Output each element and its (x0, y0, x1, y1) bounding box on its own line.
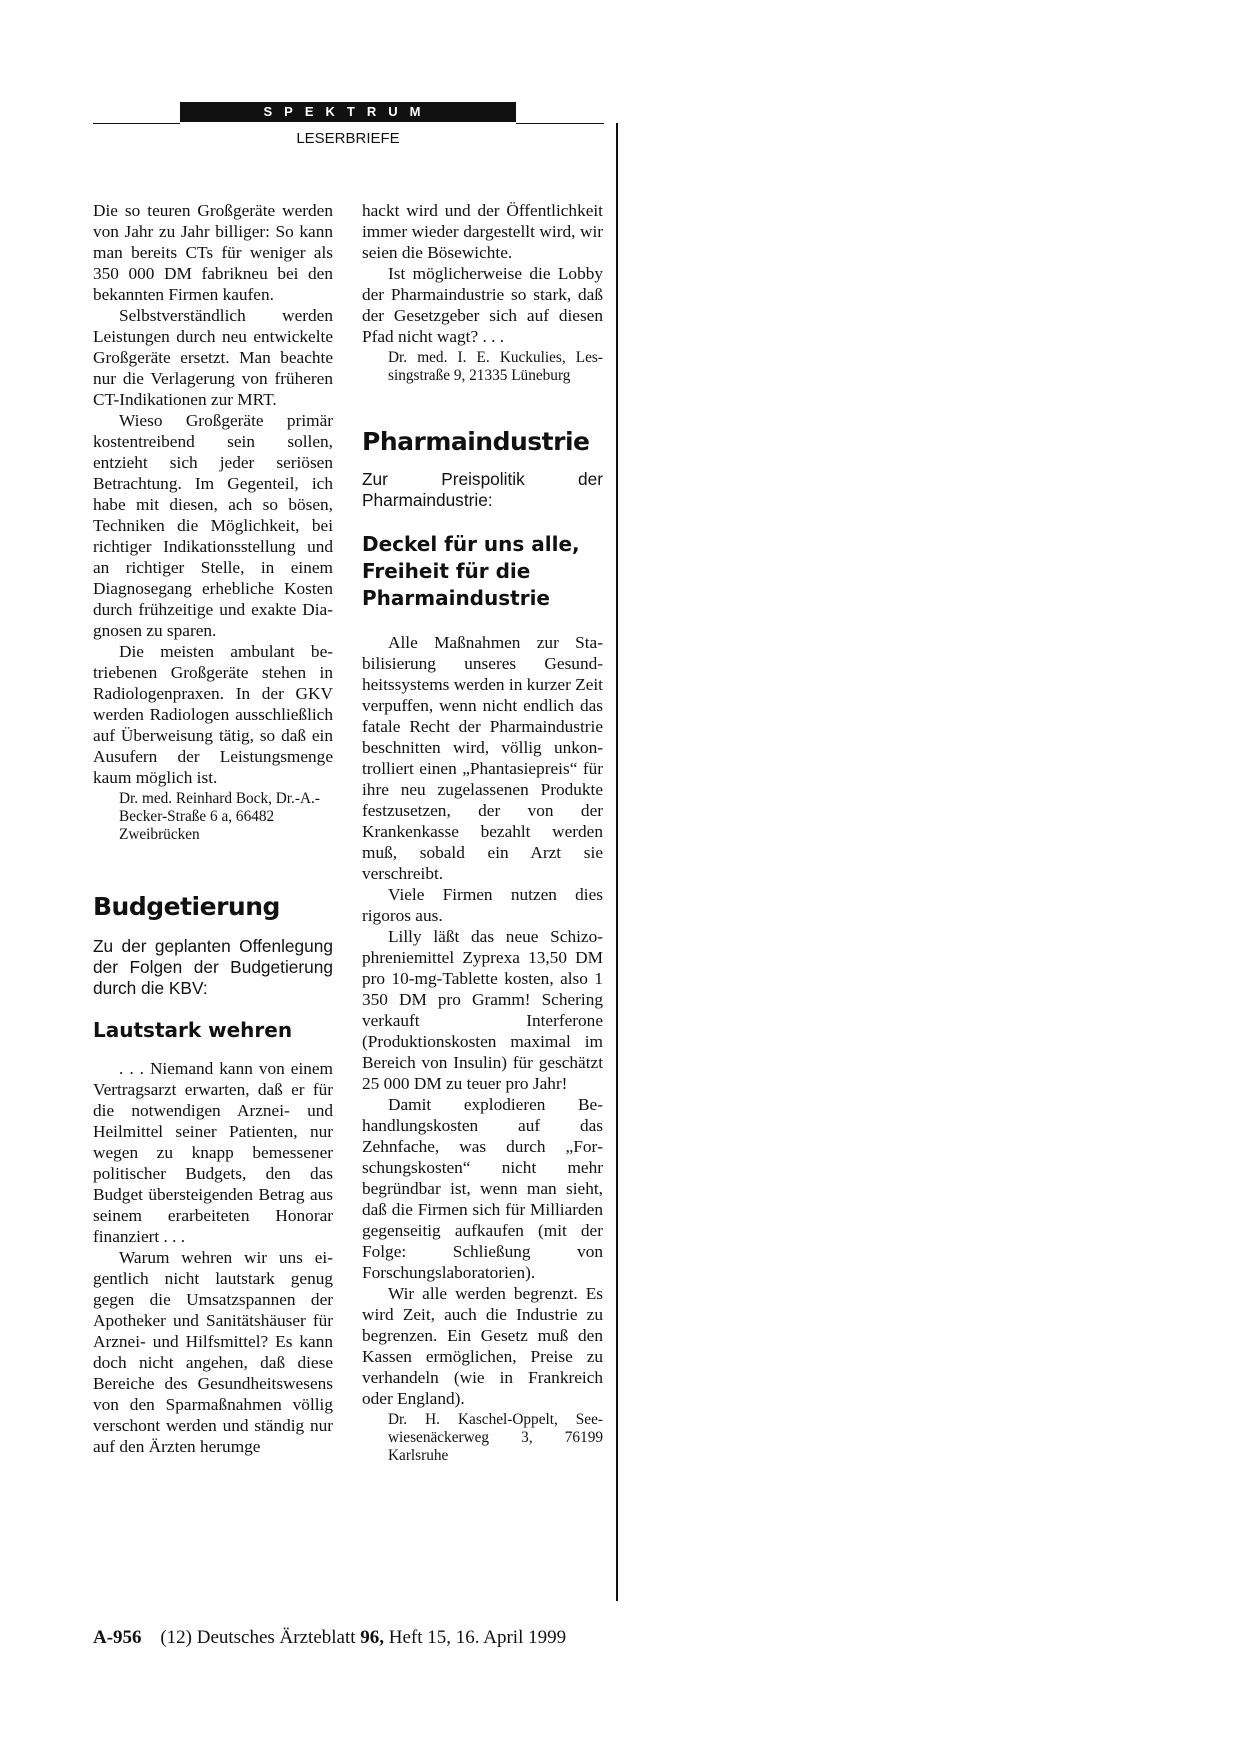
right-column (362, 200, 603, 1465)
letter-paragraph: Die so teuren Großgeräte werden von Jahr zu Jahr billiger: So kann man bereits CTs für weniger als 350 000 DM fabrikneu bei den bekannten Firmen kaufen. (93, 201, 333, 304)
letter-paragraph: Ist möglicherweise die Lobby der Pharmaindustrie so stark, daß der Gesetzgeber sich auf diesen Pfad nicht wagt? . . . (362, 264, 603, 346)
letter-signature: Dr. med. I. E. Kuckulies, Lessingstraße 9, 21335 Lüneburg (388, 349, 603, 384)
letter-signature: Dr. H. Kaschel-Oppelt, Seewiesenäckerweg 3, 76199 Karlsruhe (388, 1411, 603, 1464)
letter-paragraph: Damit explodieren Behandlungskosten auf das Zehnfache, was durch „Forschungskosten“ nicht mehr begründbar ist, wenn man sieht, daß die Firmen sich für Milliarden gegenseitig aufkaufen (mit der Folge: Schließung von Forschungslaboratorien). (362, 1095, 603, 1282)
journal-name: (12) Deutsches Ärzteblatt (160, 1627, 356, 1648)
issue-date: Heft 15, 16. April 1999 (388, 1627, 567, 1648)
letter-paragraph: Viele Firmen nutzen dies rigoros aus. (362, 885, 603, 925)
header-rule-right (516, 123, 604, 124)
column-divider (616, 123, 618, 1601)
topic-intro: Zu der geplanten Offenlegung der Folgen der Budgetierung durch die KBV: (93, 936, 333, 998)
letter-title: Deckel für uns alle, Freiheit für die Pharmaindustrie (362, 532, 580, 610)
topic-heading: Budgetierung (93, 892, 280, 921)
letter-paragraph: Wieso Großgeräte primär kostentreibend sein sollen, entzieht sich jeder seriösen Betrachtung. Im Gegenteil, ich habe mit diesen, ach so bösen, Techniken die Möglichkeit, bei richtiger Indikationsstellung und an richtiger Stelle, in einem Diagnosegang erhebliche Kosten durch frühzeitige und exakte Diagnosen zu sparen. (93, 411, 333, 640)
letter-paragraph: Warum wehren wir uns eigentlich nicht lautstark genug gegen die Umsatzspannen der Apotheker und Sanitätshäuser für Arznei- und Hilfsmittel? Es kann doch nicht angehen, daß diese Bereiche des Gesundheitswesens von den Sparmaßnahmen völlig verschont werden und ständig nur auf den Ärzten herumge (93, 1248, 333, 1456)
journal-volume: 96, (360, 1627, 385, 1648)
letter-paragraph: Selbstverständlich werden Leistungen durch neu entwickelte Großgeräte ersetzt. Man beachte nur die Verlagerung von früheren CT-Indikationen zur MRT. (93, 306, 333, 409)
letter-paragraph: Wir alle werden begrenzt. Es wird Zeit, auch die Industrie zu begrenzen. Ein Gesetz muß den Kassen ermöglichen, Preise zu verhandeln (wie in Frankreich oder England). (362, 1284, 603, 1408)
topic-intro: Zur Preispolitik der Pharmaindustrie: (362, 469, 603, 510)
letter-signature: Dr. med. Reinhard Bock, Dr.-A.-Becker-Straße 6 a, 66482 Zweibrücken (119, 790, 320, 843)
letter-title: Lautstark wehren (93, 1018, 293, 1042)
header-rule-left (93, 123, 180, 124)
letter-paragraph: Die meisten ambulant betriebenen Großgeräte stehen in Radiologenpraxen. In der GKV werden Radiologen ausschließlich auf Überweisung tätig, so daß ein Ausufern der Leistungsmenge kaum möglich ist. (93, 642, 333, 787)
page-footer (93, 1627, 613, 1649)
letter-paragraph: . . . Niemand kann von einem Vertragsarzt erwarten, daß er für die notwendigen Arznei- und Heilmittel seiner Patienten, nur wegen zu knapp bemessener politischer Budgets, den das Budget übersteigenden Betrag aus seinem erarbeiteten Honorar finanziert . . . (93, 1059, 333, 1246)
letter-paragraph: Lilly läßt das neue Schizophreniemittel Zyprexa 13,50 DM pro 10-mg-Tablette kosten, also 1 350 DM pro Gramm! Schering verkauft Interferone (Produktionskosten maximal im Bereich von Insulin) für geschätzt 25 000 DM zu teuer pro Jahr! (362, 927, 603, 1093)
letter-paragraph: Alle Maßnahmen zur Stabilisierung unseres Gesundheitssystems werden in kurzer Zeit verpuffen, wenn nicht endlich das fatale Recht der Pharmaindustrie beschnitten wird, völlig unkontrolliert einen „Phantasiepreis“ für ihre neu zugelassenen Produkte festzusetzen, der von der Krankenkasse bezahlt werden muß, sobald ein Arzt sie verschreibt. (362, 633, 603, 883)
section-label: SPEKTRUM (180, 102, 516, 122)
letter-paragraph: hackt wird und der Öffentlichkeit immer wieder dargestellt wird, wir seien die Bösewichte. (362, 201, 603, 262)
subsection-label: LESERBRIEFE (296, 130, 400, 147)
page-number: A-956 (93, 1627, 142, 1648)
left-column (93, 200, 333, 1457)
topic-heading: Pharmaindustrie (362, 427, 590, 456)
